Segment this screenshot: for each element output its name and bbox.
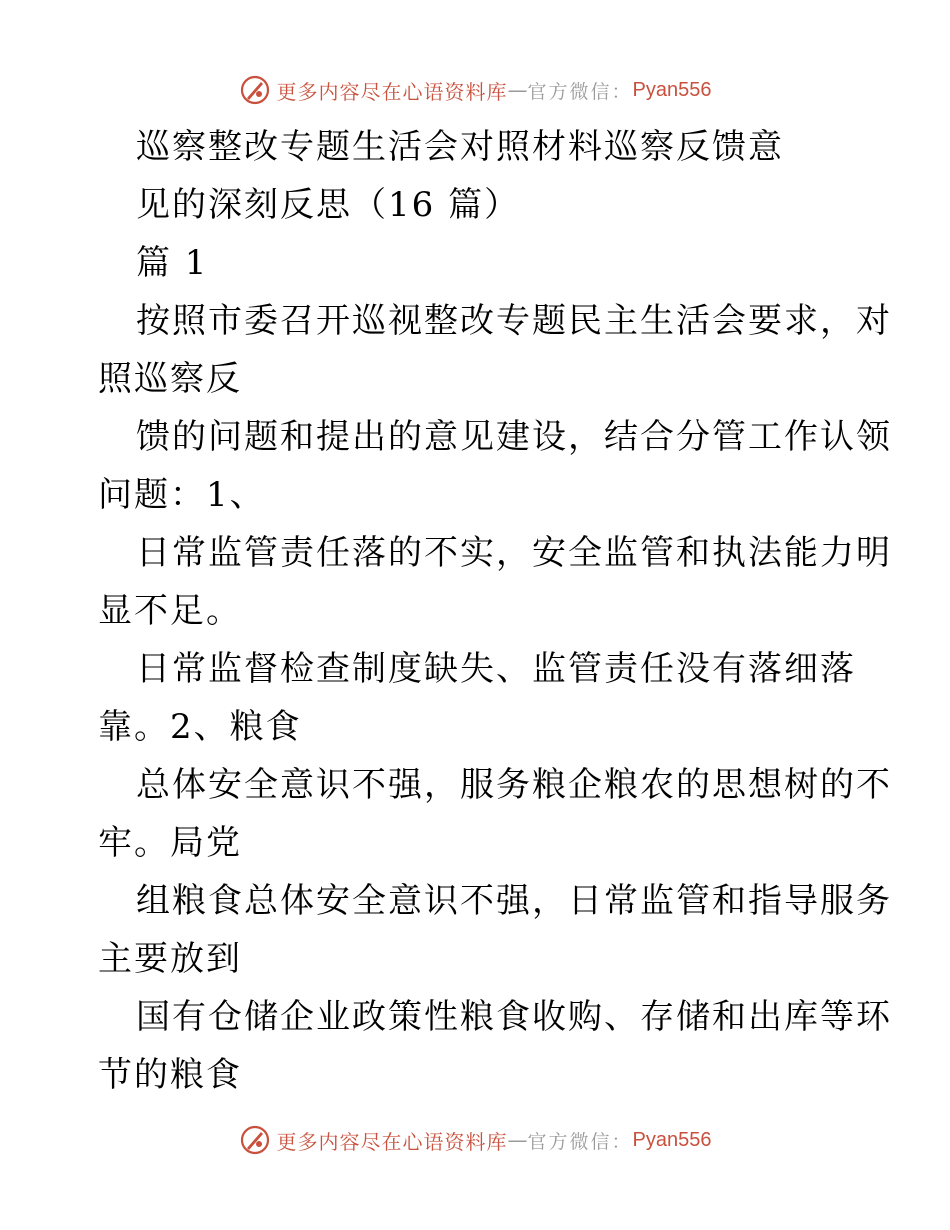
text-line: 日常监督检查制度缺失、监管责任没有落细落: [136, 649, 856, 689]
watermark-wechat-id: Pyan556: [632, 1128, 712, 1151]
text-line: 按照市委召开巡视整改专题民主生活会要求，对: [136, 301, 892, 341]
document-body: [98, 118, 892, 1104]
watermark-separator: —: [507, 1128, 528, 1152]
watermark-wechat-label: 官方微信：: [527, 80, 633, 103]
text-line: 组粮食总体安全意识不强，日常监管和指导服务: [136, 881, 892, 921]
text-line: 显不足。: [98, 591, 242, 631]
watermark-separator: —: [507, 78, 528, 102]
footer-watermark: [0, 1120, 950, 1160]
text-line: 巡察整改专题生活会对照材料巡察反馈意: [136, 127, 784, 167]
watermark-wechat-label: 官方微信：: [527, 1130, 633, 1153]
text-line: 见的深刻反思（16 篇）: [136, 185, 521, 225]
text-line: 馈的问题和提出的意见建设，结合分管工作认领: [136, 417, 892, 457]
text-line: 靠。2、粮食: [98, 707, 302, 747]
header-watermark: [0, 70, 950, 110]
text-line: 问题：1、: [98, 475, 266, 515]
quill-logo-icon: [239, 74, 271, 106]
text-line: 国有仓储企业政策性粮食收购、存储和出库等环: [136, 997, 892, 1037]
text-line: 牢。局党: [98, 823, 242, 863]
text-line: 主要放到: [98, 939, 242, 979]
watermark-wechat-id: Pyan556: [632, 78, 712, 101]
watermark-site-text: 更多内容尽在心语资料库: [276, 1129, 508, 1154]
text-line: 日常监管责任落的不实，安全监管和执法能力明: [136, 533, 892, 573]
text-line: 节的粮食: [98, 1055, 242, 1095]
quill-logo-icon: [239, 1124, 271, 1156]
text-line: 总体安全意识不强，服务粮企粮农的思想树的不: [136, 765, 892, 805]
watermark-site-text: 更多内容尽在心语资料库: [276, 79, 508, 104]
text-line: 篇 1: [136, 243, 209, 283]
text-line: 照巡察反: [98, 359, 242, 399]
